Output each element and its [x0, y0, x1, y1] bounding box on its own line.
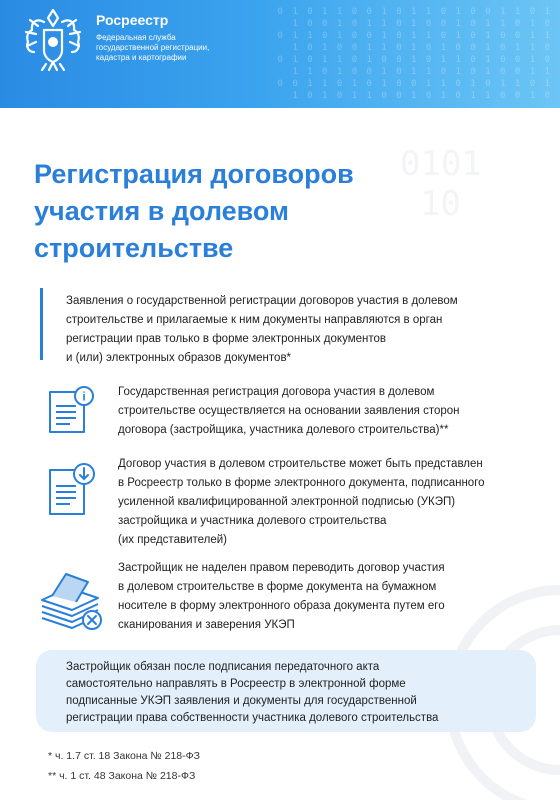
list-item: Договор участия в долевом строительстве может быть представлен в Росреестр только в форме электронного документа, подписанного усиленной квалифицированной электронной подписью (УКЭП) застройщика и участника долевого строительства (их представителей) [118, 458, 485, 546]
footnote: ** ч. 1 ст. 48 Закона № 218-ФЗ [48, 770, 196, 782]
note-text: Застройщик обязан после подписания передаточного акта самостоятельно направлять в Росреестр в электронной форме подписанные УКЭП заявления и документы для государственной регистрации права собственности участника долевого строительства [66, 661, 439, 724]
list-item: Застройщик не наделен правом переводить договор участия в долевом строительстве в форме документа на бумажном носителе в форму электронного образа документа путем его сканирования и заверения УКЭП [118, 562, 445, 631]
footnote: * ч. 1.7 ст. 18 Закона № 218-ФЗ [48, 750, 200, 762]
svg-text:0101: 0101 [400, 144, 482, 184]
binary-pattern-decoration: 0 1 0 1 1 0 0 1 0 1 1 0 1 0 0 1 1 0 1 1 0 0 1 0 1 1 0 1 0 0 1 0 1 1 0 1 0 0 1 1 0 1 0 0 1 0 1 1 0 1 0 1 0 0 1 1 1 0 1 0 0 1 1 0 1 0 1 0 0 1 0 1 1 0 0 1 0 1 1 0 1 0 0 1 0 1 1 0 1 0 0 1 0 1 1 0 1 0 0 1 0 1 1 0 1 0 1 0 0 1 1 0 0 1 1 0 1 0 1 0 0 1 1 0 1 0 1 1 0 1 1 0 1 0 1 1 0 0 1 0 1 0 1 1 0 0 1 0 [277, 7, 552, 101]
org-name: Росреестр [96, 12, 169, 28]
svg-text:i: i [82, 389, 86, 404]
org-subtitle: Федеральная служба государственной регистрации, кадастра и картографии [96, 33, 210, 62]
paper-stack-cancel-icon [38, 568, 106, 632]
intro-paragraph: Заявления о государственной регистрации договоров участия в долевом строительстве и прилагаемые к ним документы направляются в орган регистрации прав только в форме электронных документов и (или) электронных образов документов* [66, 295, 458, 364]
svg-text:10: 10 [420, 184, 461, 224]
intro-accent-bar [40, 288, 43, 360]
list-item: Государственная регистрация договора участия в долевом строительстве осуществляется на основании заявления сторон договора (застройщика, участника долевого строительства)** [118, 386, 460, 436]
page-title: Регистрация договоров участия в долевом строительстве [34, 159, 354, 263]
document-download-icon [44, 460, 98, 520]
document-info-icon [44, 384, 98, 438]
